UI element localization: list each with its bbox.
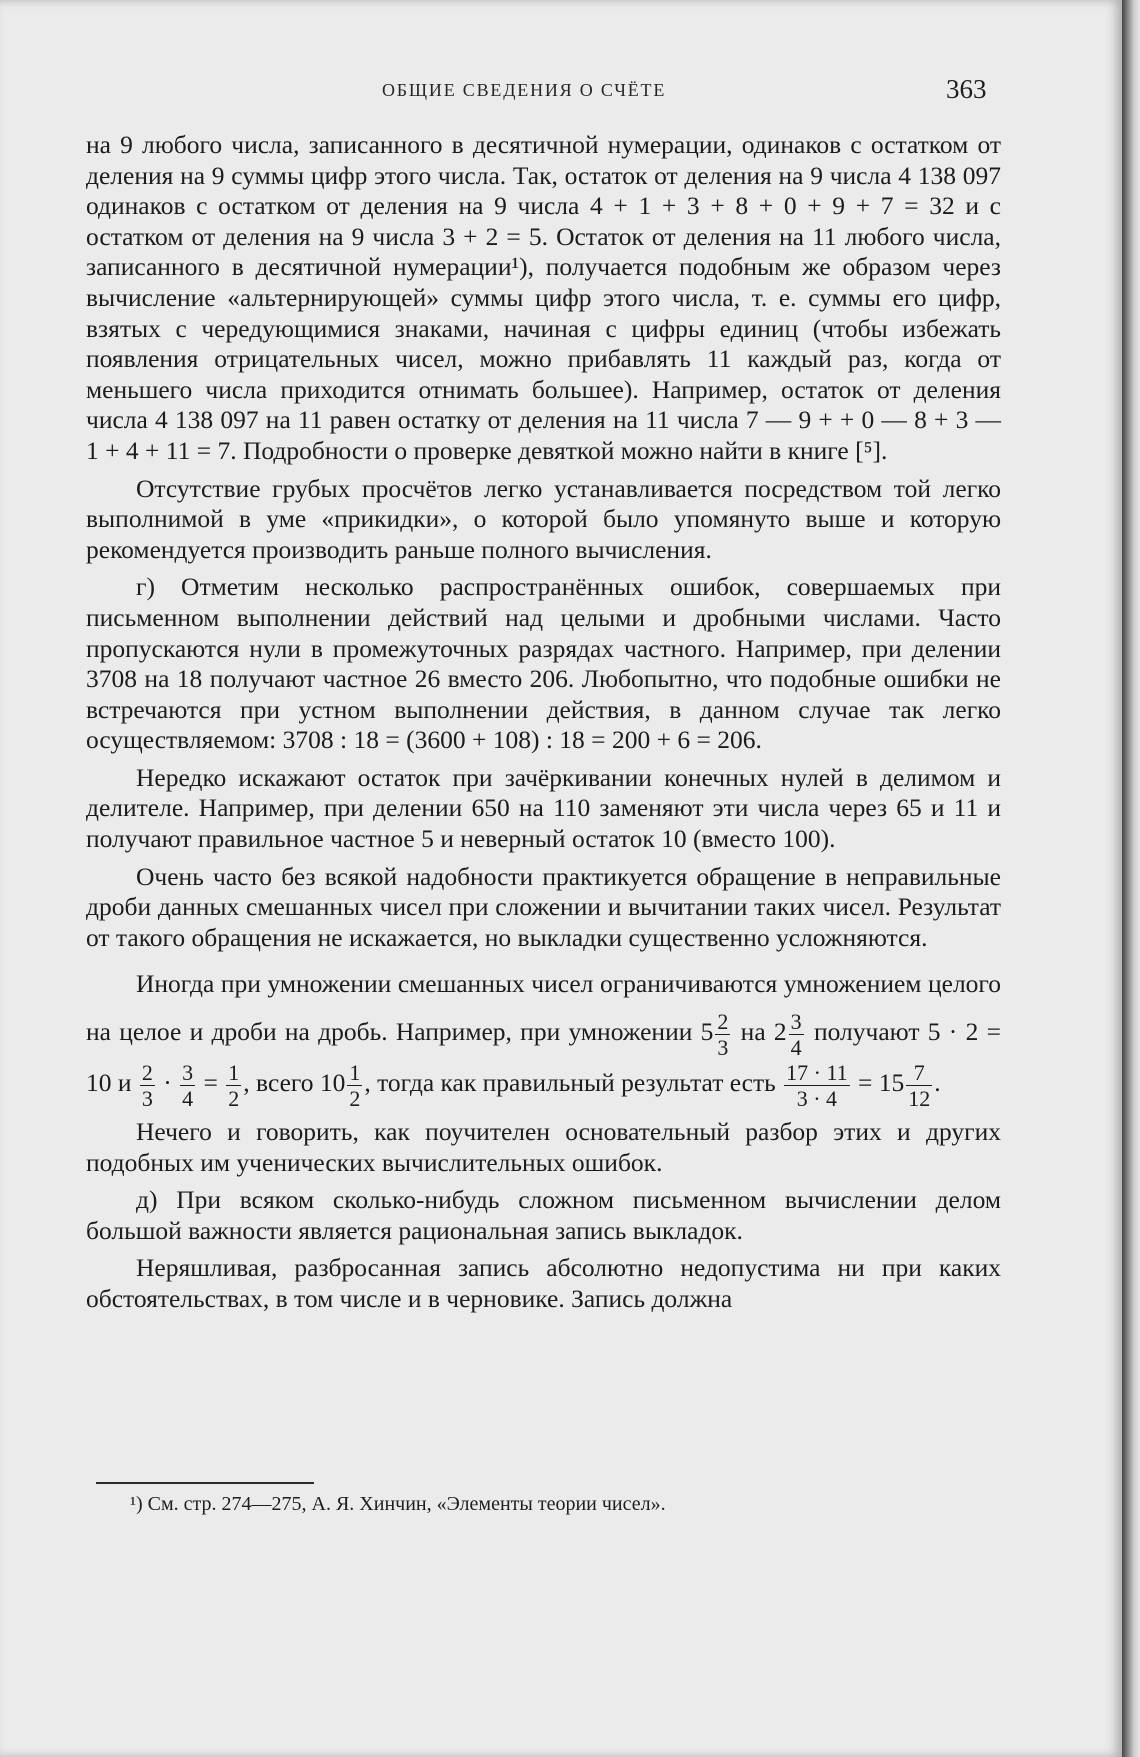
mixed-text-3: получают 5 · 2 = 10 и xyxy=(86,1017,1001,1098)
fraction-3-4 xyxy=(789,1010,804,1059)
paragraph-1: на 9 любого числа, записанного в десятичной нумерации, одинаков с остатком от деления на 9 суммы цифр этого числа. Так, остаток от деления на 9 числа 4 138 097 одинаков с остатком от деления на 9 числа 4 + 1 + 3 + 8 + 0 + 9 + 7 = 32 и с остатком от деления на 9 числа 3 + 2 = 5. Остаток от деления на 11 любого числа, записанного в десятичной нумерации¹), получается подобным же образом через вычисление «альтернирующей» суммы цифр этого числа, т. е. суммы его цифр, взятых с чередующимися знаками, начиная с цифры единиц (чтобы избежать появления отрицательных чисел, можно прибавлять 11 каждый раз, когда от меньшего числа приходится отнимать большее). Например, остаток от деления числа 4 138 097 на 11 равен остатку от деления на 11 числа 7 — 9 + + 0 — 8 + 3 — 1 + 4 + 11 = 7. Подробности о проверке девяткой можно найти в книге [⁵]. xyxy=(86,130,1001,465)
fraction-denominator: 2 xyxy=(349,1085,361,1111)
running-head: ОБЩИЕ СВЕДЕНИЯ О СЧЁТЕ xyxy=(382,80,667,100)
fraction-denominator: 4 xyxy=(182,1085,194,1111)
paragraph-4: Нередко искажают остаток при зачёркивании конечных нулей в делимом и делителе. Например, при делении 650 на 110 заменяют эти числа через 65 и 11 и получают правильное частное 5 и неверный остаток 10 (вместо 100). xyxy=(86,762,1001,854)
fraction-numerator: 3 xyxy=(182,1059,194,1085)
fraction-2-3 xyxy=(715,1010,730,1059)
fraction-2-3-b xyxy=(140,1061,155,1110)
fraction-denominator: 2 xyxy=(228,1085,240,1111)
paragraph-8: Неряшливая, разбросанная запись абсолютно недопустима ни при каких обстоятельствах, в том числе и в черновике. Запись должна xyxy=(86,1253,1001,1313)
paragraph-5: Очень часто без всякой надобности практикуется обращение в неправильные дроби данных смешанных чисел при сложении и вычитании таких чисел. Результат от такого обращения не искажается, но выкладки существенно усложняются. xyxy=(86,861,1001,952)
fraction-denominator: 3 xyxy=(141,1085,153,1111)
fraction-numerator: 2 xyxy=(141,1059,153,1085)
page-header xyxy=(0,74,1122,108)
paragraph-7: д) При всяком сколько-нибудь сложном письменном вычислении делом большой важности является рациональная запись выкладок. xyxy=(86,1185,1001,1245)
mixed-text-1: Иногда при умножении смешанных чисел ограничиваются умножением целого на целое и дроби на дробь. Например, при умножении 5 xyxy=(86,969,1001,1047)
page-number: 363 xyxy=(946,74,987,104)
fraction-denominator: 12 xyxy=(908,1085,931,1111)
mixed-text-7: , тогда как правильный результат есть xyxy=(364,1068,783,1098)
footnote: ¹) См. стр. 274—275, А. Я. Хинчин, «Элементы теории чисел». xyxy=(130,1493,666,1515)
book-spine-shadow xyxy=(1122,0,1140,1757)
footnote-divider xyxy=(96,1482,314,1484)
fraction-1-2 xyxy=(226,1061,241,1110)
fraction-7-12 xyxy=(906,1061,932,1110)
fraction-3-4-b xyxy=(180,1061,195,1110)
paragraph-2: Отсутствие грубых просчётов легко устанавливается посредством той легко выполнимой в уме «прикидки», о которой было упомянуто выше и которую рекомендуется производить раньше полного вычисления. xyxy=(86,473,1001,564)
fraction-1-2-b xyxy=(347,1061,362,1110)
fraction-17x11-over-3x4 xyxy=(784,1061,850,1110)
fraction-denominator: 3 · 4 xyxy=(796,1085,838,1111)
mixed-text-6: , всего 10 xyxy=(243,1068,346,1098)
mixed-text-5: = xyxy=(197,1068,225,1098)
paragraph-3: г) Отметим несколько распространённых ошибок, совершаемых при письменном выполнении действий над целыми и дробными числами. Часто пропускаются нули в промежуточных разрядах частного. Например, при делении 3708 на 18 получают частное 26 вместо 206. Любопытно, что подобные ошибки не встречаются при устном выполнении действия, в данном случае так легко осуществляемом: 3708 : 18 = (3600 + 108) : 18 = 200 + 6 = 206. xyxy=(86,572,1001,755)
fraction-numerator: 17 · 11 xyxy=(786,1059,848,1085)
body-text xyxy=(86,130,1001,1314)
mixed-text-8: = 15 xyxy=(851,1068,905,1098)
fraction-denominator: 3 xyxy=(717,1035,729,1061)
mixed-text-2: на 2 xyxy=(732,1017,787,1047)
paragraph-mixed-numbers xyxy=(86,960,1001,1109)
fraction-numerator: 1 xyxy=(228,1059,240,1085)
mixed-text-4: · xyxy=(156,1068,179,1098)
fraction-numerator: 1 xyxy=(349,1059,361,1085)
fraction-numerator: 3 xyxy=(790,1008,802,1034)
fraction-numerator: 7 xyxy=(906,1061,932,1086)
mixed-text-9: . xyxy=(934,1068,941,1098)
paragraph-6: Нечего и говорить, как поучителен основательный разбор этих и других подобных им ученических вычислительных ошибок. xyxy=(86,1116,1001,1177)
fraction-numerator: 2 xyxy=(717,1008,729,1034)
fraction-denominator: 4 xyxy=(790,1035,802,1061)
